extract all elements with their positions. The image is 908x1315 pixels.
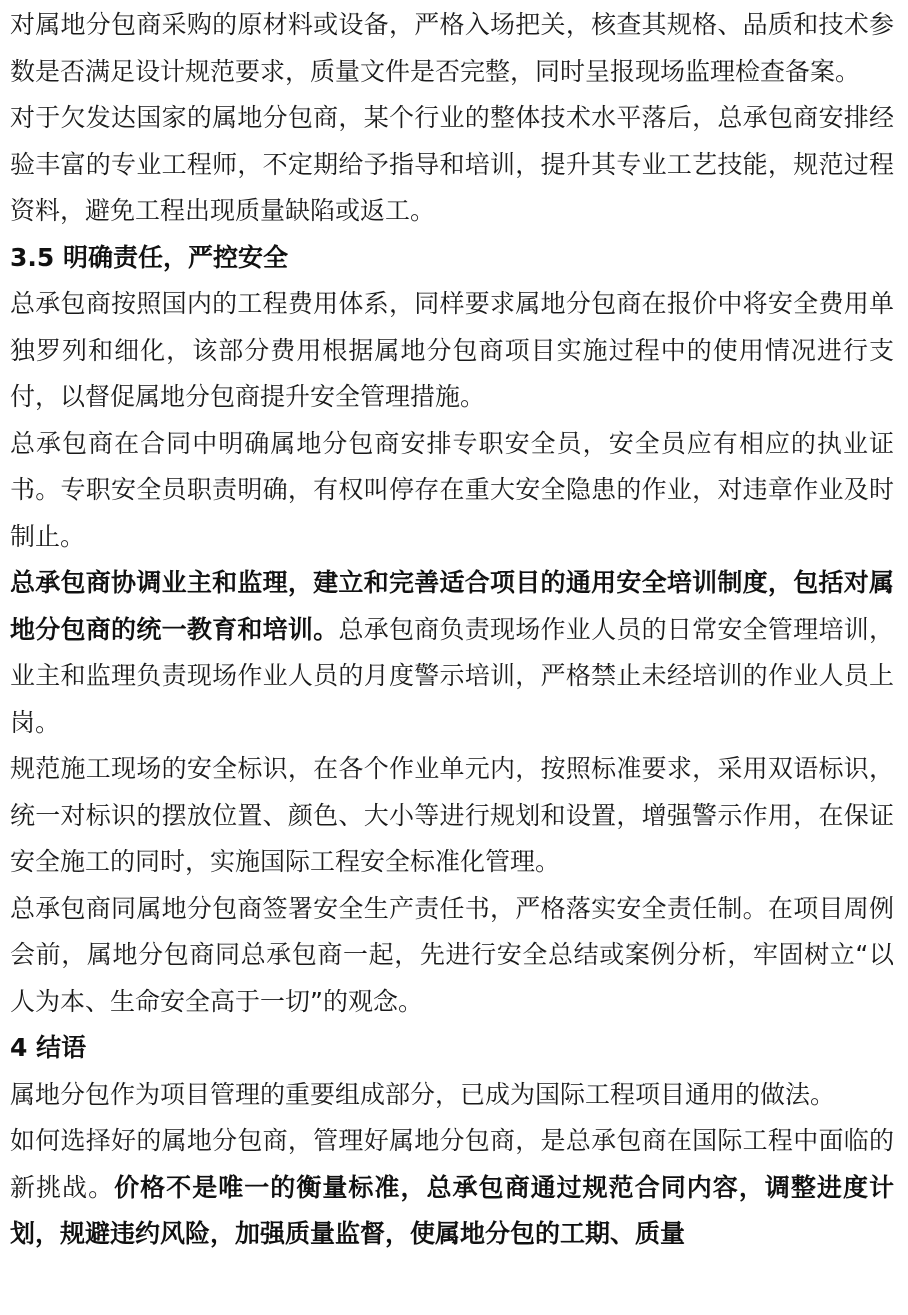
paragraph-conclusion-intro: 属地分包作为项目管理的重要组成部分，已成为国际工程项目通用的做法。 <box>10 1079 836 1109</box>
paragraph-conclusion-challenge <box>10 1118 894 1258</box>
section-heading-4: 4 结语 <box>10 1033 87 1062</box>
conclusion-emphasis: 价格不是唯一的衡量标准，总承包商通过规范合同内容，调整进度计划，规避违约风险，加强质量监督，使属地分包的工期、质量 <box>10 1172 894 1248</box>
conclusion-challenge-text: 如何选择好的属地分包商，管理好属地分包商，是总承包商在国际工程中面临的新挑战。 <box>10 1126 894 1202</box>
safety-training-detail: 总承包商负责现场作业人员的日常安全管理培训，业主和监理负责现场作业人员的月度警示培训，严格禁止未经培训的作业人员上岗。 <box>10 614 894 737</box>
article-body <box>10 2 894 1258</box>
paragraph-safety-training <box>10 560 894 746</box>
paragraph-technical-training: 对于欠发达国家的属地分包商，某个行业的整体技术水平落后，总承包商安排经验丰富的专业工程师，不定期给予指导和培训，提升其专业工艺技能，规范过程资料，避免工程出现质量缺陷或返工。 <box>10 103 894 225</box>
paragraph-safety-officer: 总承包商在合同中明确属地分包商安排专职安全员，安全员应有相应的执业证书。专职安全员职责明确，有权叫停存在重大安全隐患的作业，对违章作业及时制止。 <box>10 428 894 551</box>
paragraph-responsibility-letter: 总承包商同属地分包商签署安全生产责任书，严格落实安全责任制。在项目周例会前，属地分包商同总承包商一起，先进行安全总结或案例分析，牢固树立“以人为本、生命安全高于一切”的观念。 <box>10 893 894 1016</box>
paragraph-safety-fees: 总承包商按照国内的工程费用体系，同样要求属地分包商在报价中将安全费用单独罗列和细化，该部分费用根据属地分包商项目实施过程中的使用情况进行支付，以督促属地分包商提升安全管理措施。 <box>10 289 894 411</box>
paragraph-material-inspection: 对属地分包商采购的原材料或设备，严格入场把关，核查其规格、品质和技术参数是否满足设计规范要求，质量文件是否完整，同时呈报现场监理检查备案。 <box>10 10 894 86</box>
section-heading-3-5: 3.5 明确责任，严控安全 <box>10 242 288 272</box>
paragraph-safety-signage: 规范施工现场的安全标识，在各个作业单元内，按照标准要求，采用双语标识，统一对标识的摆放位置、颜色、大小等进行规划和设置，增强警示作用，在保证安全施工的同时，实施国际工程安全标准化管理。 <box>10 754 894 876</box>
safety-training-emphasis: 总承包商协调业主和监理，建立和完善适合项目的通用安全培训制度，包括对属地分包商的统一教育和培训。 <box>10 568 894 644</box>
